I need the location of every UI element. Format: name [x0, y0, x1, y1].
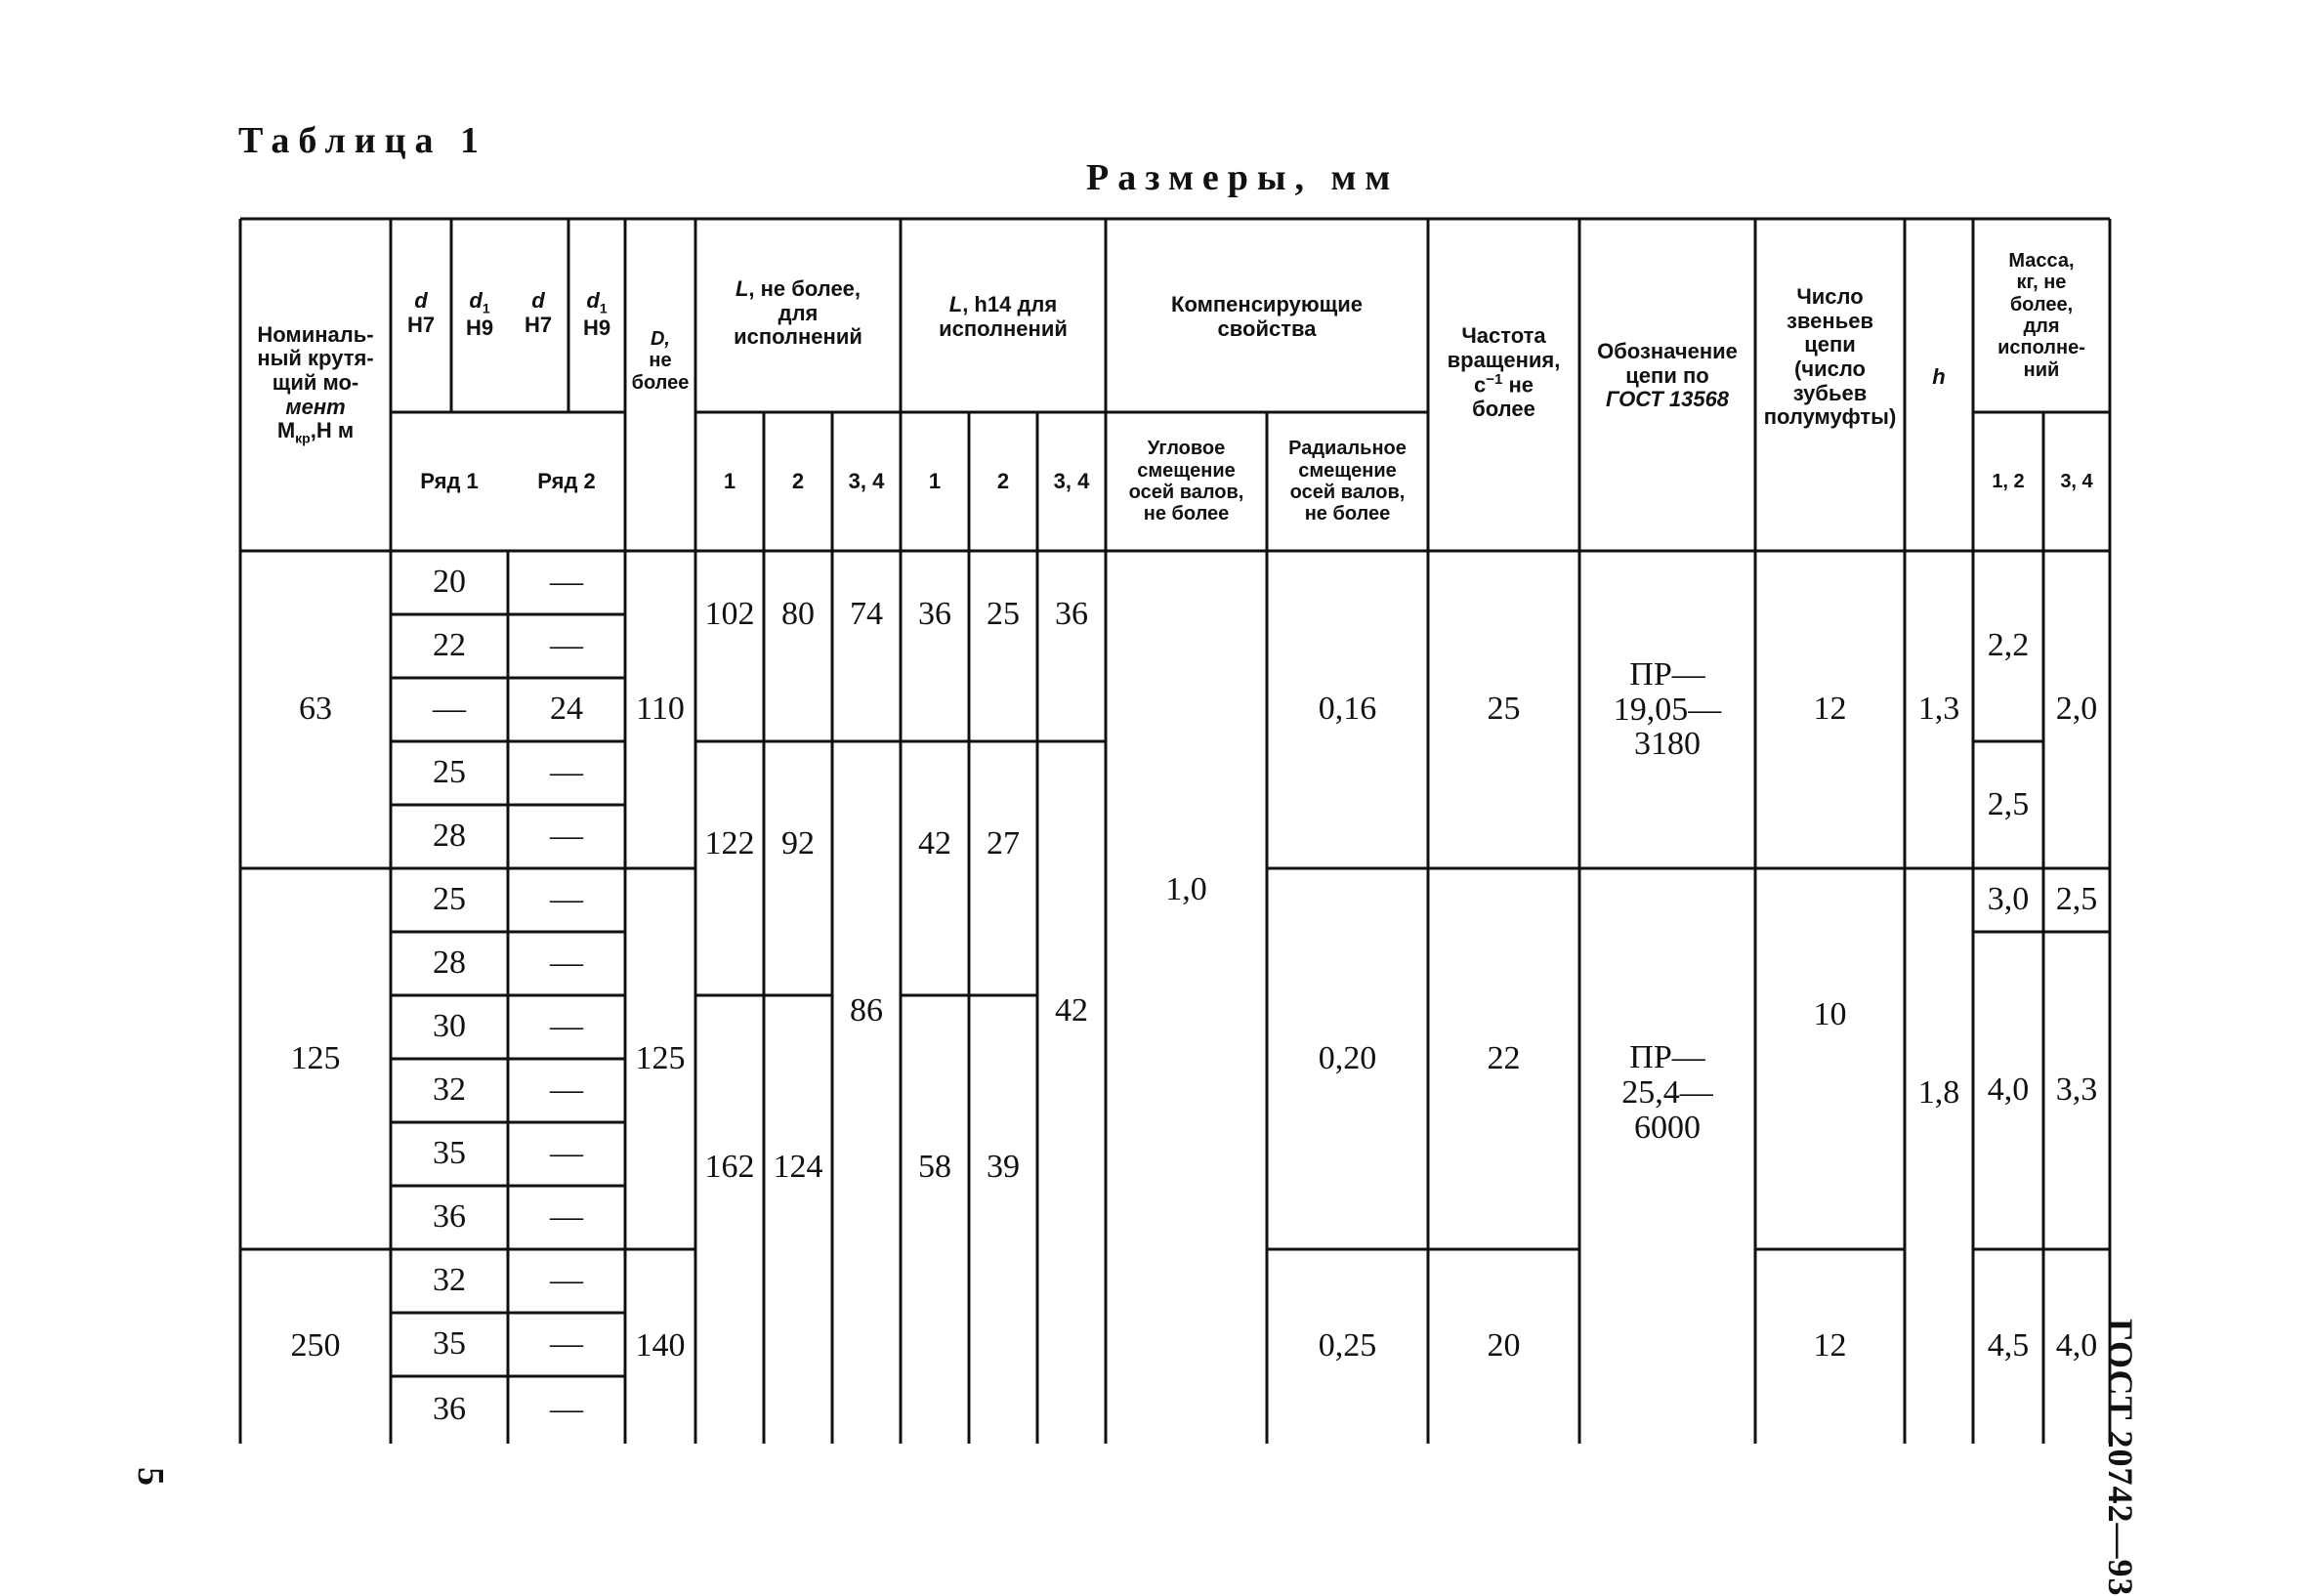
mass-12-cell: 2,5: [1987, 785, 2030, 822]
header-torque-unit: ,Н м: [310, 418, 355, 443]
header-comp-line: свойства: [1217, 315, 1317, 341]
D-cell: 110: [636, 691, 685, 728]
header-L-letter: L: [735, 276, 749, 301]
frequency-cell: 20: [1487, 1327, 1521, 1365]
header-mass-line: кг, не: [2016, 272, 2067, 294]
d-row2-cell: —: [550, 1071, 583, 1109]
d-row2-cell: —: [550, 564, 583, 601]
d-row2-cell: —: [550, 945, 583, 982]
header-angular-line: смещение: [1137, 459, 1236, 482]
d-row2-cell: —: [550, 1008, 583, 1045]
d-row1-cell: 28: [433, 818, 466, 855]
header-mass-line: ний: [2023, 358, 2060, 381]
mass-12-cell: 4,5: [1987, 1327, 2030, 1365]
header-d-letter: d: [414, 288, 428, 313]
links-count-cell: 12: [1813, 1327, 1847, 1365]
header-h: [1905, 219, 1973, 551]
header-radial-line: не более: [1304, 503, 1391, 525]
header-torque-line: ный крутя-: [257, 346, 374, 371]
header-chain-line: цепи по: [1625, 362, 1709, 388]
header-angular-offset: [1106, 412, 1267, 551]
header-chain-line: Обозначение: [1597, 339, 1738, 363]
header-links-line: цепи: [1804, 332, 1856, 357]
d-row2-cell: —: [550, 1135, 583, 1172]
mass-34-cell: 4,0: [2055, 1327, 2098, 1365]
header-radial-offset: [1267, 412, 1428, 551]
L-exec2-cell: 124: [773, 1148, 823, 1185]
chain-designation-cell: [1579, 551, 1755, 868]
header-d-letter: d: [531, 288, 545, 313]
header-chain-line: ГОСТ 13568: [1605, 387, 1730, 412]
torque-cell: 63: [299, 691, 332, 728]
Lh-exec2-cell: 25: [987, 595, 1020, 632]
d-row1-cell: 30: [433, 1008, 466, 1045]
header-d1-letter: d: [469, 288, 483, 313]
Lh-exec2-cell: 27: [987, 824, 1020, 861]
header-d1-h9-row2: [568, 219, 625, 412]
header-compensating: [1106, 219, 1428, 412]
d-row1-cell: 35: [433, 1325, 466, 1363]
d-row2-cell: 24: [550, 691, 583, 728]
d-row2-cell: —: [550, 1391, 583, 1428]
header-frequency: [1428, 219, 1579, 551]
torque-cell: 250: [290, 1327, 341, 1365]
header-D: [625, 219, 695, 551]
header-freq-line: вращения,: [1447, 347, 1561, 372]
L-exec1-cell: 162: [704, 1148, 755, 1185]
chain-line: ПР—: [1629, 1039, 1705, 1076]
header-freq-line: более: [1472, 397, 1535, 422]
header-exec-34: 3, 4: [1053, 468, 1090, 493]
d-row1-cell: 32: [433, 1071, 466, 1109]
header-mass-line: более,: [2009, 293, 2074, 315]
header-freq-line: Частота: [1461, 323, 1546, 348]
h-cell: 1,8: [1917, 1073, 1960, 1111]
mass-12-cell: 4,0: [1987, 1071, 2030, 1109]
L-exec1-cell: 102: [704, 595, 755, 632]
header-row2: Ряд 2: [537, 468, 596, 493]
Lh-exec2-cell: 39: [987, 1148, 1020, 1185]
chain-line: ПР—: [1629, 655, 1705, 693]
mass-34-cell: 2,5: [2055, 881, 2098, 918]
Lh-exec34-cell: 36: [1055, 595, 1088, 632]
Lh-exec34-cell: 42: [1055, 991, 1088, 1029]
header-radial-line: смещение: [1298, 459, 1397, 482]
header-mass-12: 1, 2: [1992, 470, 2025, 492]
header-exec-2: 2: [791, 468, 805, 493]
header-radial-line: осей валов,: [1289, 482, 1406, 503]
L-exec2-cell: 80: [781, 595, 815, 632]
chain-line: 19,05—: [1613, 691, 1722, 728]
header-D-line: более: [631, 371, 690, 394]
Lh-exec1-cell: 42: [918, 824, 951, 861]
header-exec-1: 1: [928, 468, 942, 493]
header-links: [1755, 219, 1905, 551]
L-exec34-cell: 86: [850, 991, 883, 1029]
header-exec-1: 1: [723, 468, 736, 493]
header-L-line: для: [778, 300, 819, 325]
header-torque-line: щий мо-: [272, 369, 359, 395]
header-d1-h9-row1: [451, 219, 508, 412]
header-comp-line: Компенсирующие: [1171, 292, 1363, 316]
header-row1: Ряд 1: [420, 468, 479, 493]
header-L-tol-line: , h14 для: [962, 292, 1058, 316]
d-row1-cell: 20: [433, 564, 466, 601]
d-row1-cell: 22: [433, 627, 466, 664]
radial-offset-cell: 0,20: [1318, 1039, 1377, 1076]
d-row1-cell: 36: [433, 1198, 466, 1236]
chain-designation-cell: [1579, 868, 1755, 1318]
header-freq-unit: с: [1473, 372, 1487, 398]
header-h9: H9: [465, 315, 494, 341]
radial-offset-cell: 0,16: [1318, 691, 1377, 728]
header-torque-line: Номиналь-: [257, 321, 374, 347]
d-row2-cell: —: [550, 881, 583, 918]
header-d1-letter: d: [586, 288, 600, 313]
d-row1-cell: —: [433, 691, 466, 728]
header-h-letter: h: [1932, 364, 1946, 389]
torque-cell: 125: [290, 1039, 341, 1076]
D-cell: 125: [635, 1039, 686, 1076]
header-mass-34: 3, 4: [2060, 470, 2093, 492]
frequency-cell: 22: [1487, 1039, 1521, 1076]
header-angular-line: не более: [1143, 503, 1230, 525]
L-exec34-cell: 74: [850, 595, 883, 632]
header-torque-line: мент: [285, 394, 346, 419]
header-L-tol-letter: L: [948, 292, 963, 316]
header-torque: [240, 219, 391, 551]
table-subtitle: Размеры, мм: [1086, 157, 1400, 198]
header-radial-line: Радиальное: [1288, 438, 1407, 460]
header-L-line: , не более,: [748, 276, 862, 301]
Lh-exec1-cell: 58: [918, 1148, 951, 1185]
d-row1-cell: 28: [433, 945, 466, 982]
header-d-h7-row2: [508, 219, 568, 412]
header-mass-line: для: [2023, 315, 2060, 337]
page-number: 5: [130, 1467, 171, 1486]
header-L-tolerance: [901, 219, 1106, 412]
header-freq-exp: −1: [1486, 371, 1503, 389]
D-cell: 140: [635, 1327, 686, 1365]
header-angular-line: осей валов,: [1128, 482, 1244, 503]
header-d1-sub: 1: [599, 300, 608, 316]
header-h9: H9: [582, 315, 611, 341]
d-row2-cell: —: [550, 818, 583, 855]
angular-offset-cell: 1,0: [1165, 871, 1207, 908]
d-row2-cell: —: [550, 1262, 583, 1299]
header-mass: [1973, 219, 2110, 412]
d-row2-cell: —: [550, 754, 583, 791]
d-row1-cell: 25: [433, 881, 466, 918]
mass-34-cell: 2,0: [2055, 691, 2098, 728]
header-d1-sub: 1: [482, 300, 490, 316]
frequency-cell: 25: [1487, 691, 1521, 728]
L-exec1-cell: 122: [704, 824, 755, 861]
header-L-length: [695, 219, 901, 412]
mass-12-cell: 2,2: [1987, 627, 2030, 664]
header-chain: [1579, 219, 1755, 551]
header-freq-line: не: [1502, 372, 1534, 398]
mass-12-cell: 3,0: [1987, 881, 2030, 918]
mass-34-cell: 3,3: [2055, 1071, 2098, 1109]
header-torque-symbol: M: [276, 418, 296, 443]
header-exec-2: 2: [996, 468, 1010, 493]
header-torque-sub: кр: [295, 430, 311, 446]
d-row2-cell: —: [550, 1198, 583, 1236]
header-mass-line: исполне-: [1997, 337, 2085, 359]
header-d-h7-row1: [391, 219, 451, 412]
table-title: Таблица 1: [238, 120, 488, 161]
d-row2-cell: —: [550, 627, 583, 664]
header-D-line: не: [649, 350, 672, 372]
chain-line: 25,4—: [1621, 1074, 1713, 1112]
Lh-exec1-cell: 36: [918, 595, 951, 632]
header-links-line: (число: [1794, 356, 1866, 381]
chain-line: 6000: [1634, 1109, 1701, 1146]
d-row1-cell: 35: [433, 1135, 466, 1172]
header-h7: H7: [406, 312, 436, 337]
chain-line: 3180: [1634, 726, 1701, 763]
header-D-letter: D,: [650, 328, 670, 350]
h-cell: 1,3: [1917, 691, 1960, 728]
d-row1-cell: 25: [433, 754, 466, 791]
links-count-cell: 12: [1813, 691, 1847, 728]
header-links-line: звеньев: [1787, 308, 1873, 333]
header-angular-line: Угловое: [1147, 438, 1226, 460]
header-exec-34: 3, 4: [848, 468, 885, 493]
header-links-line: зубьев: [1792, 380, 1868, 405]
links-count-cell: 10: [1813, 995, 1847, 1032]
header-links-line: полумуфты): [1763, 404, 1897, 430]
header-L-line: исполнений: [734, 324, 862, 350]
header-L-tol-line: исполнений: [939, 315, 1068, 341]
header-links-line: Число: [1796, 284, 1864, 309]
radial-offset-cell: 0,25: [1318, 1327, 1377, 1365]
d-row1-cell: 36: [433, 1391, 466, 1428]
standard-code: ГОСТ 20742—93: [2101, 1319, 2140, 1596]
L-exec2-cell: 92: [781, 824, 815, 861]
header-h7: H7: [524, 312, 553, 337]
d-row2-cell: —: [550, 1325, 583, 1363]
d-row1-cell: 32: [433, 1262, 466, 1299]
header-mass-line: Масса,: [2008, 249, 2075, 272]
